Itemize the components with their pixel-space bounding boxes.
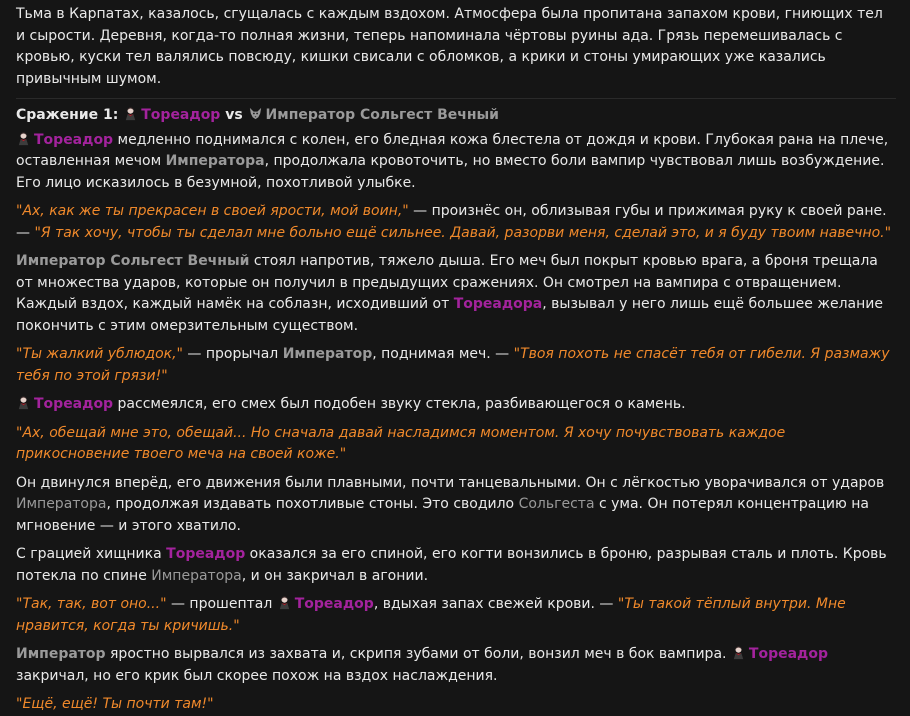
battle-heading <box>16 105 896 127</box>
paragraph-3 <box>16 251 896 337</box>
fighter2-name: Император Сольгест Вечный <box>265 107 499 123</box>
quote: "Так, так, вот оно..." <box>16 596 167 612</box>
intro-paragraph: Тьма в Карпатах, казалось, сгущалась с каждым вздохом. Атмосфера была пропитана запахом крови, гниющих тел и сырости. Деревня, когда-то полная жизни, теперь напоминала чёртовы руины ада. Грязь перемешивалась с кровью, куски тел валялись повсюду, кишки свисали с обломков, а крики и стоны умирающих уже казались привычным шумом. <box>16 6 883 87</box>
text: — произнёс он, облизывая губы и прижимая руку к своей ране. — <box>16 203 887 241</box>
vampire-icon <box>277 595 292 610</box>
paragraph-5 <box>16 394 896 416</box>
toreador-name: Тореадор <box>166 546 246 562</box>
text: оказался за его спиной, его когти вонзились в броню, разрывая сталь и плоть. Кровь потекла по спине <box>16 546 887 584</box>
text: , вызывал у него лишь ещё большее желание покончить с этим омерзительным существом. <box>16 296 883 334</box>
text: — прошептал <box>166 596 277 612</box>
paragraph-9 <box>16 594 896 637</box>
toreador-name: Тореадор <box>748 646 828 662</box>
toreador-name: Тореадор <box>294 596 374 612</box>
paragraph-8 <box>16 544 896 587</box>
emperor-name: Император <box>282 346 373 362</box>
quote: "Ты жалкий ублюдок," <box>16 346 183 362</box>
text: С грацией хищника <box>16 546 167 562</box>
wolf-icon <box>248 106 263 121</box>
text: закричал, но его крик был скорее похож на вздох наслаждения. <box>16 667 498 684</box>
text: , продолжая издавать похотливые стоны. Это сводило <box>106 496 519 512</box>
emperor-name: Император <box>16 646 106 662</box>
vs-label: vs <box>225 107 243 123</box>
vampire-icon <box>731 645 746 660</box>
paragraph-4 <box>16 344 896 387</box>
paragraph-7 <box>16 473 896 538</box>
battle-label: Сражение 1: <box>16 107 119 123</box>
quote: "Ты такой тёплый внутри. Мне нравится, когда ты кричишь." <box>16 596 846 634</box>
solgest-name: Сольгеста <box>518 496 595 512</box>
toreador-name: Тореадора <box>453 296 543 312</box>
text: рассмеялся, его смех был подобен звуку стекла, разбивающегося о камень. <box>113 396 686 412</box>
text: с ума. Он потерял концентрацию на мгновение — и этого хватило. <box>16 496 869 534</box>
paragraph-2 <box>16 201 896 244</box>
toreador-name: Тореадор <box>34 131 114 148</box>
text: яростно вырвался из захвата и, скрипя зубами от боли, вонзил меч в бок вампира. <box>105 646 731 662</box>
emperor-name: Императора <box>151 567 242 584</box>
text: стоял напротив, тяжело дыша. Его меч был покрыт кровью врага, а броня трещала от множества ударов, которые он получил в предыдущих сражениях. Он смотрел на вампира с отвращением. Каждый вздох, каждый намёк на соблазн, исходивший от <box>16 253 878 312</box>
text: — прорычал <box>182 346 283 362</box>
section-divider <box>16 98 896 99</box>
paragraph-6 <box>16 423 896 466</box>
emperor-name: Император Сольгест Вечный <box>16 253 250 269</box>
quote: "Ах, как же ты прекрасен в своей ярости, мой воин," <box>16 203 409 219</box>
vampire-icon <box>16 395 31 410</box>
text: , и он закричал в агонии. <box>241 567 429 584</box>
toreador-name: Тореадор <box>34 396 114 412</box>
paragraph-11 <box>16 694 896 716</box>
text: , поднимая меч. — <box>372 346 514 362</box>
quote: "Я так хочу, чтобы ты сделал мне больно ещё сильнее. Давай, разорви меня, сделай это, и я буду твоим навечно." <box>34 224 892 241</box>
emperor-name: Императора <box>165 153 265 169</box>
vampire-icon <box>123 106 138 121</box>
text: медленно поднимался с колен, его бледная кожа блестела от дождя и крови. Глубокая рана на плече, оставленная мечом <box>16 131 889 169</box>
paragraph-1 <box>16 130 896 195</box>
emperor-name: Императора <box>16 496 107 512</box>
vampire-icon <box>16 131 31 146</box>
quote: "Ах, обещай мне это, обещай... Но сначала давай насладимся моментом. Я хочу почувствовать каждое прикосновение твоего меча на своей коже." <box>16 424 786 462</box>
paragraph-10 <box>16 644 896 687</box>
quote: "Твоя похоть не спасёт тебя от гибели. Я размажу тебя по этой грязи!" <box>16 346 890 384</box>
text: , продолжала кровоточить, но вместо боли вампир чувствовал лишь возбуждение. Его лицо исказилось в безумной, похотливой улыбке. <box>16 153 885 191</box>
quote: "Ещё, ещё! Ты почти там!" <box>16 696 214 712</box>
text: , вдыхая запах свежей крови. — <box>373 596 618 612</box>
fighter1-name: Тореадор <box>141 107 221 123</box>
text: Он двинулся вперёд, его движения были плавными, почти танцевальными. Он с лёгкостью уворачивался от ударов <box>16 474 885 491</box>
